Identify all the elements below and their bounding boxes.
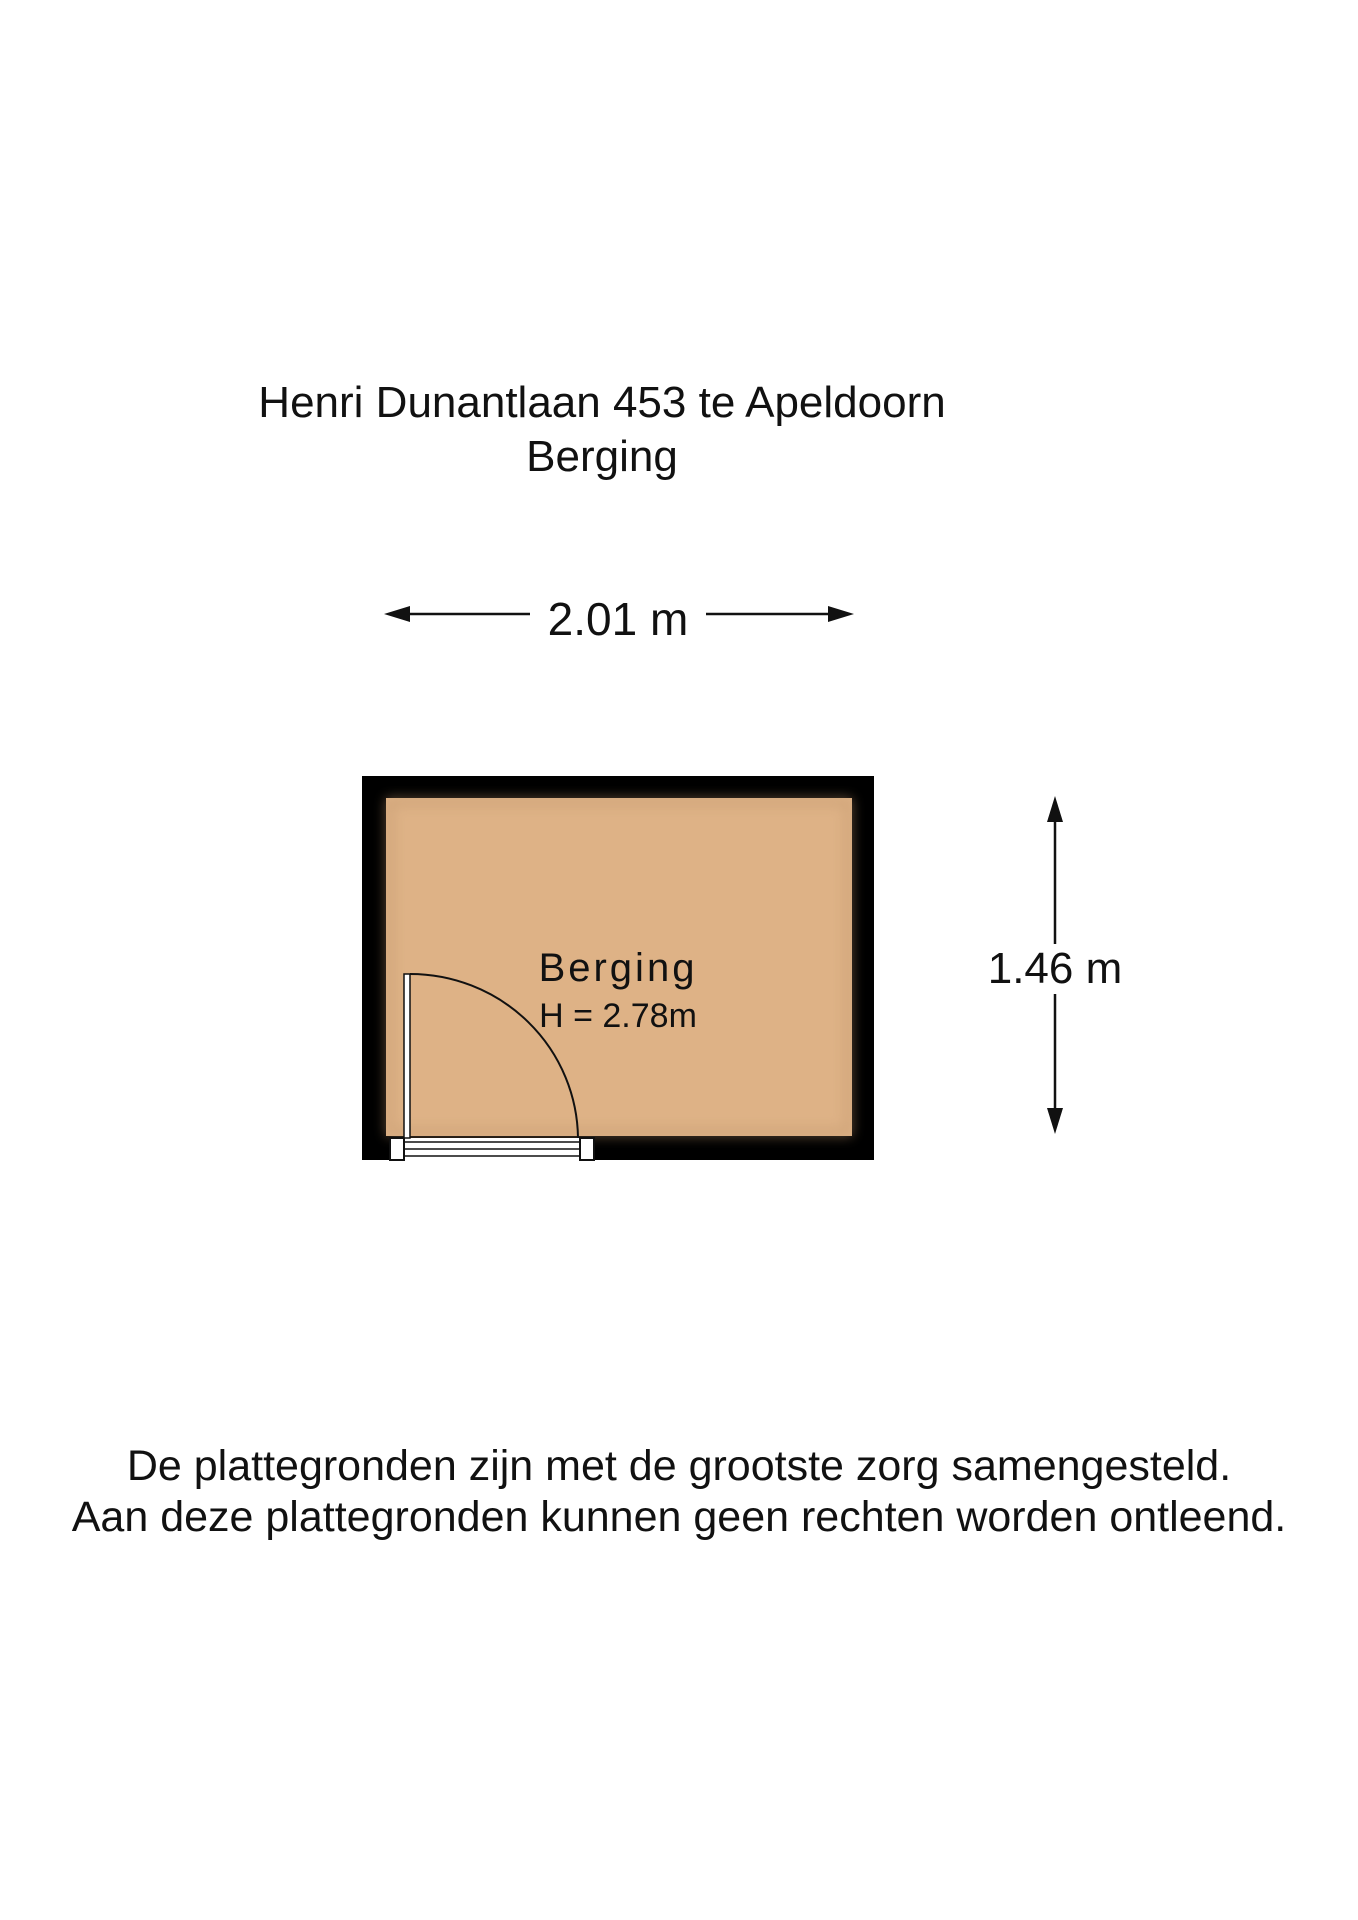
room-height-label: H = 2.78m xyxy=(539,997,697,1035)
width-dimension-label: 2.01 m xyxy=(530,592,706,646)
disclaimer-line-1: De plattegronden zijn met de grootste zorg samengesteld. xyxy=(126,1442,1232,1490)
plan-title-address: Henri Dunantlaan 453 te Apeldoorn xyxy=(258,378,946,427)
depth-dimension-label: 1.46 m xyxy=(970,944,1140,994)
door-threshold xyxy=(390,1138,594,1160)
plan-title-floor: Berging xyxy=(526,432,678,481)
room-name-label: Berging xyxy=(538,946,698,990)
disclaimer-line-2: Aan deze plattegronden kunnen geen rechten worden ontleend. xyxy=(71,1493,1287,1541)
